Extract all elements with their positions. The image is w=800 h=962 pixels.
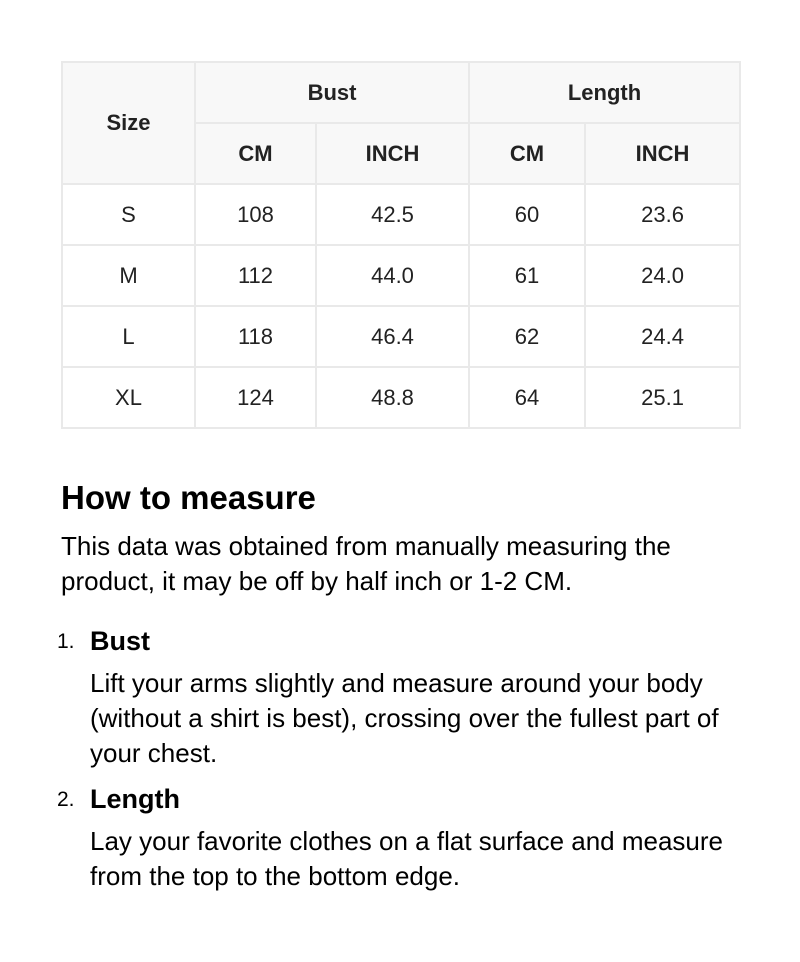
length-cm-header: CM <box>469 123 585 184</box>
size-cell: M <box>62 245 195 306</box>
list-item <box>57 779 761 894</box>
step-description: Lift your arms slightly and measure around your body (without a shirt is best), crossing over the fullest part of your chest. <box>90 668 719 768</box>
list-item <box>57 621 761 771</box>
step-description: Lay your favorite clothes on a flat surface and measure from the top to the bottom edge. <box>90 826 724 891</box>
bust-cm-header: CM <box>195 123 316 184</box>
measure-intro-text: This data was obtained from manually measuring the product, it may be off by half inch or 1-2 CM. <box>61 531 671 596</box>
bust-inch-cell: 44.0 <box>316 245 469 306</box>
length-group-header: Length <box>469 62 740 123</box>
size-cell: L <box>62 306 195 367</box>
table-row <box>62 184 740 245</box>
size-chart-table <box>61 61 741 429</box>
step-number: 2. <box>57 788 75 811</box>
length-inch-cell: 24.0 <box>585 245 740 306</box>
bust-inch-cell: 46.4 <box>316 306 469 367</box>
length-inch-header: INCH <box>585 123 740 184</box>
how-to-measure-section <box>57 478 761 902</box>
bust-group-header: Bust <box>195 62 469 123</box>
length-inch-cell: 25.1 <box>585 367 740 428</box>
step-title: Length <box>90 784 180 814</box>
bust-cm-cell: 112 <box>195 245 316 306</box>
table-row <box>62 245 740 306</box>
table-row <box>62 306 740 367</box>
bust-cm-cell: 118 <box>195 306 316 367</box>
table-row <box>62 367 740 428</box>
size-column-header: Size <box>62 62 195 184</box>
bust-inch-header: INCH <box>316 123 469 184</box>
size-cell: S <box>62 184 195 245</box>
bust-cm-cell: 124 <box>195 367 316 428</box>
length-cm-cell: 64 <box>469 367 585 428</box>
bust-inch-cell: 48.8 <box>316 367 469 428</box>
step-number: 1. <box>57 630 75 653</box>
length-inch-cell: 23.6 <box>585 184 740 245</box>
length-cm-cell: 61 <box>469 245 585 306</box>
length-cm-cell: 62 <box>469 306 585 367</box>
size-cell: XL <box>62 367 195 428</box>
bust-inch-cell: 42.5 <box>316 184 469 245</box>
measure-steps-list <box>57 621 761 894</box>
length-cm-cell: 60 <box>469 184 585 245</box>
length-inch-cell: 24.4 <box>585 306 740 367</box>
step-title: Bust <box>90 626 150 656</box>
table-header-row <box>62 62 740 123</box>
how-to-measure-heading: How to measure <box>61 479 316 516</box>
bust-cm-cell: 108 <box>195 184 316 245</box>
